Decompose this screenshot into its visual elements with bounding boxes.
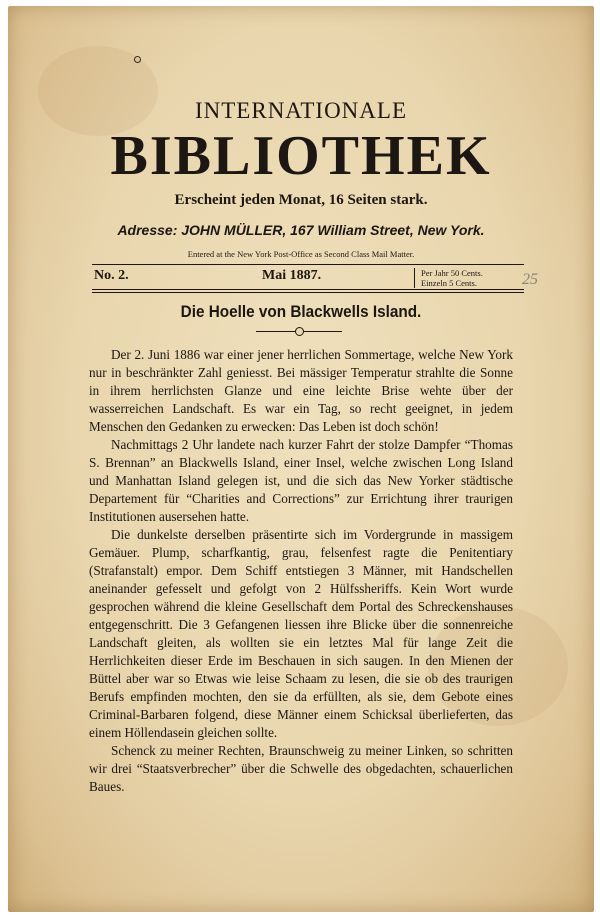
- issue-date: Mai 1887.: [262, 268, 322, 283]
- article-paragraph: Der 2. Juni 1886 war einer jener herrlichen Sommertage, welche New York nur in beschränkter Zahl geniesst. Bei mässiger Temperatur strahlte die Sonne in ihrem herrlichsten Glanze und eine leichte Brise wehte über der wasserreichen Landschaft. Es war ein Tag, so recht geeignet, in jedem Menschen den Gedanken zu erwecken: Das Leben ist doch schön!: [89, 347, 513, 434]
- issue-rule-top: [92, 264, 524, 265]
- price-single: Einzeln 5 Cents.: [421, 278, 477, 288]
- issue-rule-bottom-thin: [92, 292, 524, 293]
- masthead-title: BIBLIOTHEK: [110, 125, 492, 187]
- postal-notice: Entered at the New York Post-Office as Second Class Mail Matter.: [187, 249, 415, 259]
- article-paragraph: Schenck zu meiner Rechten, Braunschweig zu meiner Linken, so schritten wir drei “Staatsverbrecher” über die Schwelle des obgedachten, schauerlichen Baues.: [89, 743, 513, 794]
- punch-hole: [134, 56, 141, 63]
- publisher-address: Adresse: JOHN MÜLLER, 167 William Street, New York.: [117, 222, 485, 238]
- price-year: Per Jahr 50 Cents.: [421, 268, 483, 278]
- article-body: [89, 346, 513, 796]
- article-paragraph: Nachmittags 2 Uhr landete nach kurzer Fahrt der stolze Dampfer “Thomas S. Brennan” an Blackwells Island, einer Insel, welche zwischen Long Island und Manhattan Island gelegen ist, und die sich das New Yorker städtische Departement für “Charities and Corrections” zur Errichtung ihrer traurigen Institutionen ausersehen hatte.: [89, 437, 513, 524]
- pencil-annotation: 25: [522, 271, 538, 288]
- article-title: Die Hoelle von Blackwells Island.: [180, 302, 422, 321]
- article-paragraph: Die dunkelste derselben präsentirte sich im Vordergrunde in massigem Gemäuer. Plump, scharfkantig, grau, felsenfest ragte die Penitentiary (Strafanstalt) empor. Dem Schiff entstiegen 3 Männer, mit Handschellen aneinander gefesselt und gefolgt von 2 Hülfssheriffs. Kein Wort wurde gesprochen während die kleine Gesellschaft dem Portal des Schreckenshauses entgegenschritt. Die 3 Gefangenen liessen ihre Blicke über die sonnenreiche Landschaft gleiten, als wollten sie ein letztes Mal für lange Zeit die Herrlichkeiten dieser Erde im Beschauen in sich saugen. In den Mienen der Büttel aber war so Etwas wie leise Schaam zu lesen, die sie ob des traurigen Berufs empfinden mochten, den sie da erfüllten, als sie, dem Gebote eines Criminal-Barbaren folgend, diese Männer einem Schicksal überlieferten, das einem Höllendasein gleichen sollte.: [89, 527, 513, 740]
- masthead-subtitle: Erscheint jeden Monat, 16 Seiten stark.: [174, 192, 428, 208]
- price-box: [414, 268, 483, 288]
- issue-rule-bottom: [92, 289, 524, 290]
- title-ornament: [256, 326, 342, 338]
- masthead-line1: INTERNATIONALE: [194, 98, 407, 123]
- magazine-cover-page: [8, 6, 594, 912]
- issue-number: No. 2.: [94, 268, 129, 283]
